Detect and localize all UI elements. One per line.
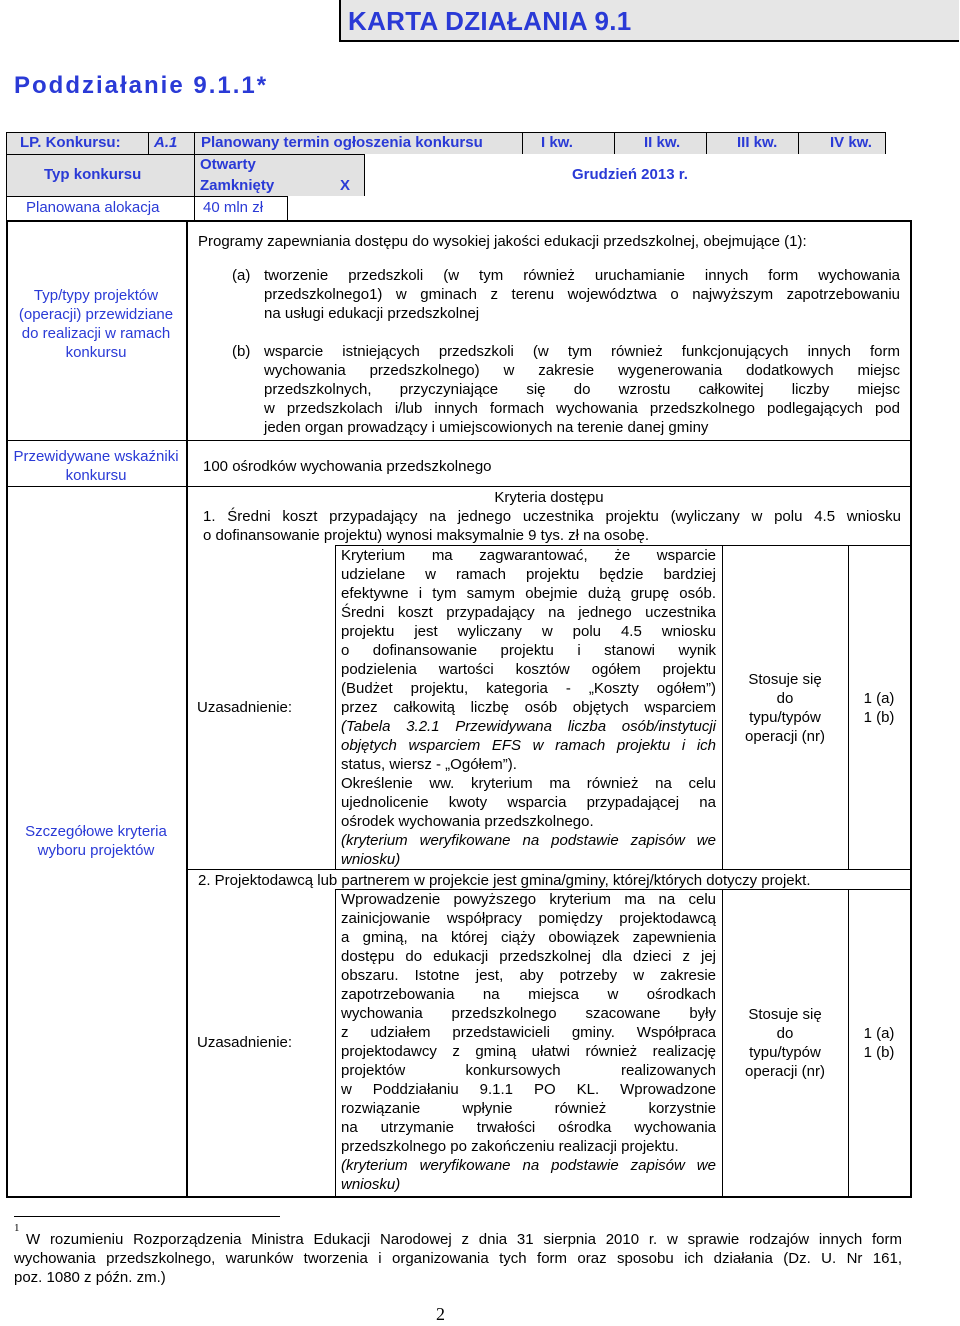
stosuje-line: Stosuje się xyxy=(748,1006,822,1023)
page-number: 2 xyxy=(436,1304,445,1324)
justification-line: Kryterium ma zagwarantować, że wsparcie xyxy=(341,547,716,564)
k2-stosuje xyxy=(724,1005,846,1081)
item-a-marker: (a) xyxy=(232,267,251,284)
k1-justification xyxy=(341,546,716,869)
stosuje-line: Stosuje się xyxy=(748,671,822,688)
q2-label: II kw. xyxy=(644,134,681,151)
justification-line: efektywne i tym samym obejmie dużą grupę osób. xyxy=(341,585,716,602)
typy-projektow-label xyxy=(10,286,182,362)
label-column-divider xyxy=(186,220,188,1198)
justification-line: rozwiązanie wpłynie również korzystnie xyxy=(341,1100,716,1117)
justification-line: ujednolicenie kwoty wsparcia przypadającej na xyxy=(341,794,716,811)
stosuje-line: typu/typów xyxy=(749,709,821,726)
k1-applies xyxy=(850,689,908,727)
justification-line: wychowania przedszkolnego szacowane były xyxy=(341,1005,716,1022)
justification-line: zainicjowanie współpracy pomiędzy projektodawcą xyxy=(341,910,716,927)
hdr-sep-5 xyxy=(706,132,707,154)
k1-line: 1. Średni koszt przypadający na jednego uczestnika projektu (wyliczany w polu 4.5 wniosku xyxy=(203,508,901,525)
k1-bottom-border xyxy=(186,869,912,870)
stosuje-line: do xyxy=(776,690,794,707)
justification-line: przedszkolnego po zakończeniu realizacji projektu. xyxy=(341,1138,679,1155)
zamkniety-mark: X xyxy=(340,177,351,194)
grudzien-date: Grudzień 2013 r. xyxy=(572,166,688,183)
justification-line: Średni koszt przypadający na jednego uczestnika xyxy=(341,604,716,621)
justification-line: (kryterium weryfikowane na podstawie zapisów we xyxy=(341,1157,716,1174)
hdr-sep-3 xyxy=(522,132,523,154)
justification-line: ośrodek wychowania przedszkolnego. xyxy=(341,813,594,830)
justification-line: na utrzymanie trwałości ośrodka wychowania xyxy=(341,1119,716,1136)
k2-justification xyxy=(341,890,716,1194)
k2-col-sep-1 xyxy=(335,889,336,1198)
stosuje-line: operacji (nr) xyxy=(744,728,826,745)
k2-col-sep-2 xyxy=(722,889,723,1198)
typ-sep xyxy=(364,154,365,196)
item-a-line: na usługi edukacji przedszkolnej xyxy=(264,305,480,322)
termin-label: Planowany termin ogłoszenia konkursu xyxy=(201,134,483,151)
k2-statement: 2. Projektodawcą lub partnerem w projekcie jest gmina/gminy, której/których dotyczy projekt. xyxy=(198,872,811,889)
justification-line: a gminą, na której ciąży obowiązek zapewnienia xyxy=(341,929,716,946)
justification-line: wniosku) xyxy=(341,851,401,868)
hdr-sep-1 xyxy=(148,132,149,154)
justification-line: objętych wsparciem EFS w ramach projektu i ich xyxy=(341,737,716,754)
justification-line: podzielenia wartości kosztów ogółem projektu xyxy=(341,661,716,678)
justification-line: w Poddziałaniu 9.1.1 PO KL. Wprowadzone xyxy=(341,1081,716,1098)
page-subtitle: Poddziałanie 9.1.1* xyxy=(14,72,269,99)
zamkniety-label: Zamknięty xyxy=(200,177,275,194)
footnote-line: poz. 1080 z późn. zm.) xyxy=(14,1269,166,1286)
kryteria-text: Szczegółowe kryteria wyboru projektów xyxy=(25,823,167,859)
footnote-marker: 1 xyxy=(14,1222,20,1234)
stosuje-line: operacji (nr) xyxy=(744,1063,826,1080)
justification-line: Wprowadzenie powyższego kryterium ma na celu xyxy=(341,891,716,908)
item-b-line: wsparcie istniejących przedszkoli (w tym również funkcjonujących innych form xyxy=(264,343,900,360)
justification-line: projektów konkursowych realizowanych xyxy=(341,1062,716,1079)
k2-col-sep-3 xyxy=(848,889,849,1198)
item-a-line: tworzenie przedszkoli (w tym również uruchamianie innych form wychowania xyxy=(264,267,900,284)
justification-line: (kryterium weryfikowane na podstawie zapisów we xyxy=(341,832,716,849)
item-a-text xyxy=(264,266,900,323)
item-b-text xyxy=(264,342,900,437)
item-b-line: w przedszkolach i/lub innych formach wychowania przedszkolnego podlegających pod xyxy=(264,400,900,417)
item-a-line: przedszkolnego1) w gminach z terenu województwa o najwyższym zapotrzebowaniu xyxy=(264,286,900,303)
applies-a: 1 (a) xyxy=(863,690,895,707)
k1-line: o dofinansowanie projektu) wynosi maksymalnie 9 tys. zł na osobę. xyxy=(203,527,650,544)
stosuje-line: do xyxy=(776,1025,794,1042)
justification-line: udzielane w ramach projektu będzie bardziej xyxy=(341,566,716,583)
k2-uzasadnienie-label: Uzasadnienie: xyxy=(197,1034,293,1051)
justification-line: (Budżet projektu, kategoria - „Koszty ogółem”) xyxy=(341,680,716,697)
item-b-line: jeden organ prowadzący i umiejscowionych na terenie danej gminy xyxy=(264,419,709,436)
wskazniki-label xyxy=(10,447,182,485)
typy-intro: Programy zapewniania dostępu do wysokiej jakości edukacji przedszkolnej, obejmujące (1): xyxy=(198,233,807,250)
otwarty-label: Otwarty xyxy=(200,156,256,173)
typ-konkursu-label: Typ konkursu xyxy=(44,166,142,183)
item-b-line: wychowania przedszkolnego) w zakresie wygenerowania dodatkowych miejsc xyxy=(264,362,900,379)
k1-statement xyxy=(203,507,901,545)
justification-line: Określenie ww. kryterium ma również na celu xyxy=(341,775,716,792)
applies-a: 1 (a) xyxy=(863,1025,895,1042)
justification-line: projektu jest wyliczany w polu 4.5 wniosku xyxy=(341,623,716,640)
hdr-sep-2 xyxy=(194,132,195,154)
wskazniki-text: Przewidywane wskaźniki konkursu xyxy=(13,448,179,484)
alokacja-label: Planowana alokacja xyxy=(26,199,160,216)
k1-col-sep-1 xyxy=(335,545,336,869)
item-b-marker: (b) xyxy=(232,343,251,360)
lp-value: A.1 xyxy=(154,134,178,151)
justification-line: dostępu do edukacji przedszkolnej dla dzieci z jej xyxy=(341,948,716,965)
hdr-sep-6 xyxy=(798,132,799,154)
wskazniki-value: 100 ośrodków wychowania przedszkolnego xyxy=(203,458,492,475)
hdr-sep-4 xyxy=(614,132,615,154)
justification-line: wniosku) xyxy=(341,1176,401,1193)
item-b-line: przedszkolnych, przyczyniające się do wzrostu całkowitej liczby miejsc xyxy=(264,381,900,398)
q1-label: I kw. xyxy=(541,134,573,151)
typy-projektow-text: Typ/typy projektów (operacji) przewidziane do realizacji w ramach konkursu xyxy=(18,287,174,361)
k1-col-sep-3 xyxy=(848,545,849,869)
footnote-line: W rozumieniu Rozporządzenia Ministra Edukacji Narodowej z dnia 31 sierpnia 2010 r. w sprawie rodzajów innych form xyxy=(26,1231,902,1248)
k1-uzasadnienie-label: Uzasadnienie: xyxy=(197,699,293,716)
k2-applies xyxy=(850,1024,908,1062)
applies-b: 1 (b) xyxy=(863,1044,895,1061)
k1-stosuje xyxy=(724,670,846,746)
justification-line: z udziałem przedstawicieli gminy. Współpraca xyxy=(341,1024,716,1041)
justification-line: (Tabela 3.2.1 Przewidywana liczba osób/instytucji xyxy=(341,718,716,735)
applies-b: 1 (b) xyxy=(863,709,895,726)
footnote-text xyxy=(14,1230,902,1287)
k1-col-sep-2 xyxy=(722,545,723,869)
row-divider-2 xyxy=(6,486,912,487)
justification-line: zapotrzebowania na miejsca w ośrodkach xyxy=(341,986,716,1003)
kryteria-dostepu-title: Kryteria dostępu xyxy=(494,489,604,506)
footnote-line: wychowania przedszkolnego, warunków tworzenia i organizowania tych form oraz sposobu ich działania (Dz. U. Nr 161, xyxy=(14,1250,902,1267)
justification-line: status, wiersz - „Ogółem”). xyxy=(341,756,517,773)
q4-label: IV kw. xyxy=(830,134,872,151)
q3-label: III kw. xyxy=(737,134,778,151)
alokacja-value: 40 mln zł xyxy=(203,199,264,216)
justification-line: przez całkowitą liczbę osób objętych wsparciem xyxy=(341,699,716,716)
stosuje-line: typu/typów xyxy=(749,1044,821,1061)
justification-line: obszaru. Istotne jest, aby potrzeby w zakresie xyxy=(341,967,716,984)
page-title: KARTA DZIAŁANIA 9.1 xyxy=(348,6,632,36)
justification-line: o dofinansowanie projektu i stanowi wynik xyxy=(341,642,716,659)
footnote-rule xyxy=(14,1216,280,1217)
justification-line: projektodawcy z gminą ułatwi również realizację xyxy=(341,1043,716,1060)
kryteria-label xyxy=(10,822,182,860)
lp-label: LP. Konkursu: xyxy=(20,134,121,151)
row-divider-1 xyxy=(6,440,912,441)
